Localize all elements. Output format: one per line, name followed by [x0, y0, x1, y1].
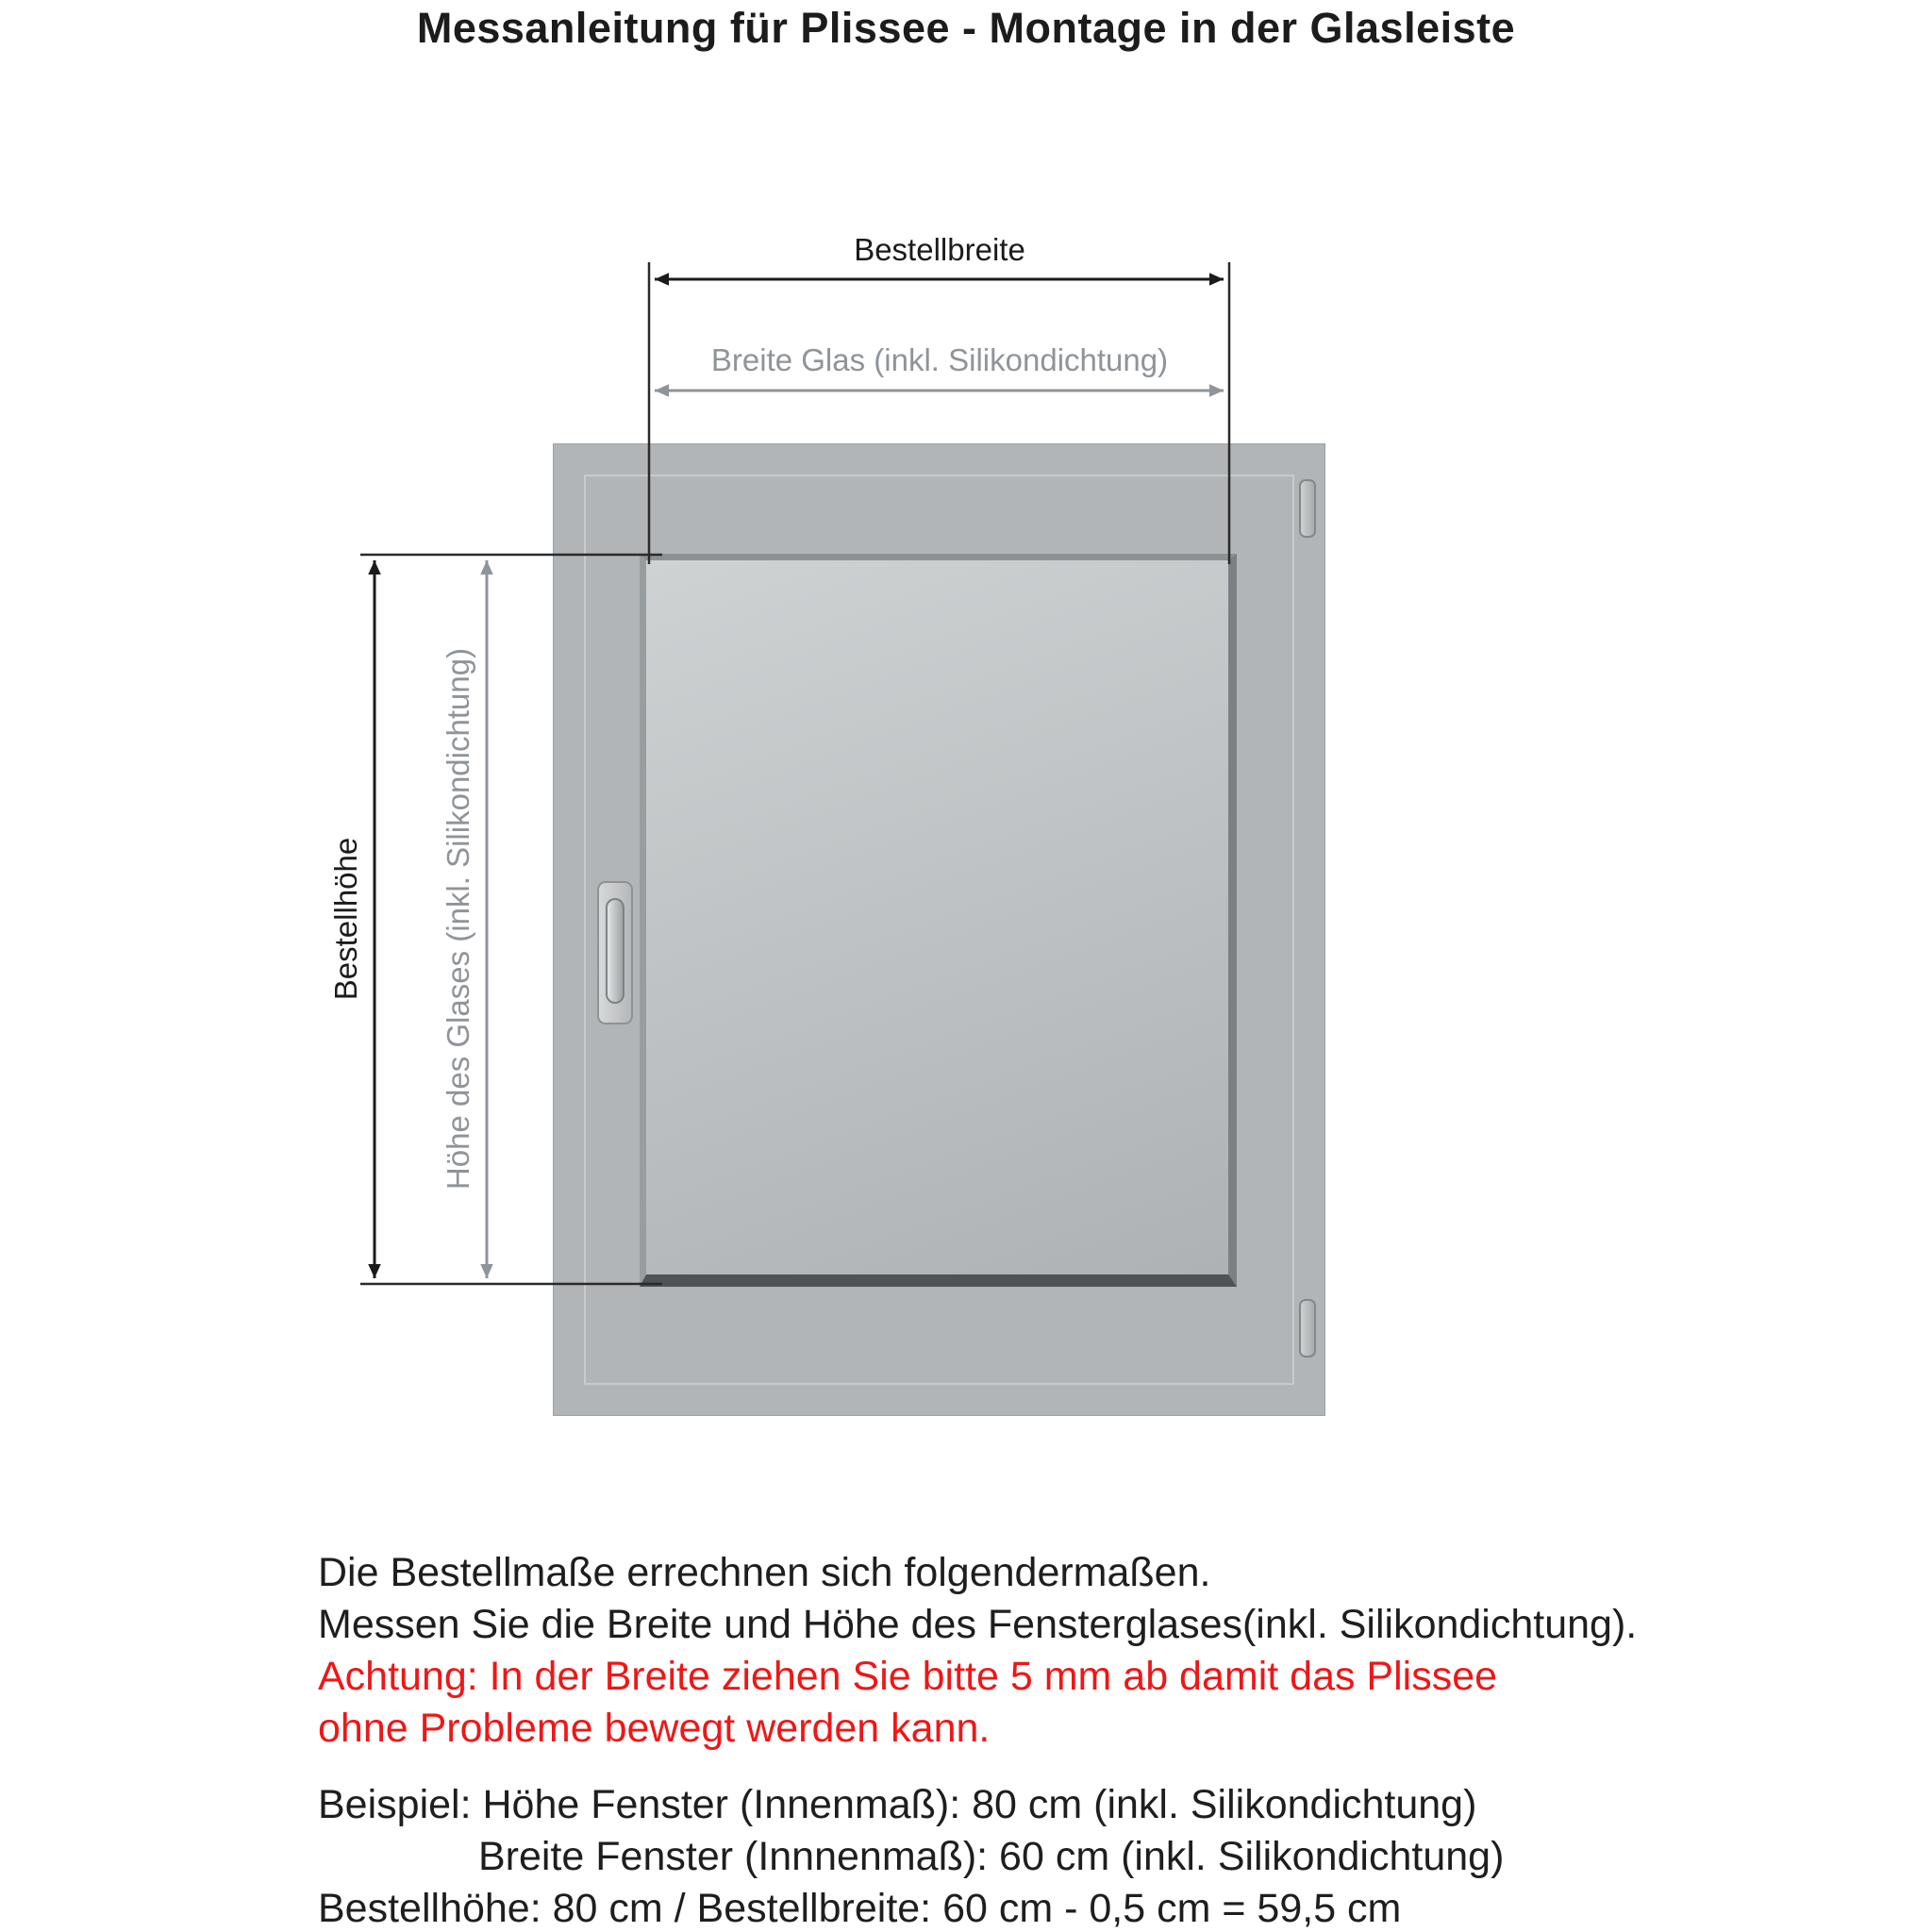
instructions-block	[318, 1547, 1846, 1932]
window-illustration	[553, 443, 1325, 1416]
dimension-label-glass-width: Breite Glas (inkl. Silikondichtung)	[710, 342, 1169, 377]
window-hinge-bottom	[1299, 1299, 1316, 1357]
window-handle-grip	[606, 898, 625, 1004]
warning-line-2: ohne Probleme bewegt werden kann.	[318, 1706, 991, 1751]
instruction-line-1: Die Bestellmaße errechnen sich folgendermaßen.	[318, 1550, 1211, 1595]
dimension-label-glass-height: Höhe des Glases (inkl. Silikondichtung)	[441, 647, 475, 1191]
example-group	[318, 1779, 1846, 1932]
window-handle	[597, 881, 633, 1024]
example-line-3: Bestellhöhe: 80 cm / Bestellbreite: 60 cm - 0,5 cm = 59,5 cm	[318, 1886, 1402, 1931]
example-line-1: Beispiel: Höhe Fenster (Innenmaß): 80 cm (inkl. Silikondichtung)	[318, 1782, 1477, 1827]
warning-line-1: Achtung: In der Breite ziehen Sie bitte 5 mm ab damit das Plissee	[318, 1654, 1498, 1699]
window-glass	[640, 554, 1237, 1287]
dimension-label-order-height: Bestellhöhe	[328, 837, 363, 1001]
example-line-2: Breite Fenster (Innnenmaß): 60 cm (inkl. Silikondichtung)	[478, 1834, 1505, 1879]
dimension-label-order-width: Bestellbreite	[854, 232, 1025, 267]
page-title: Messanleitung für Plissee - Montage in der Glasleiste	[416, 4, 1516, 52]
instruction-line-2: Messen Sie die Breite und Höhe des Fensterglases(inkl. Silikondichtung).	[318, 1602, 1638, 1647]
window-hinge-top	[1299, 479, 1316, 538]
